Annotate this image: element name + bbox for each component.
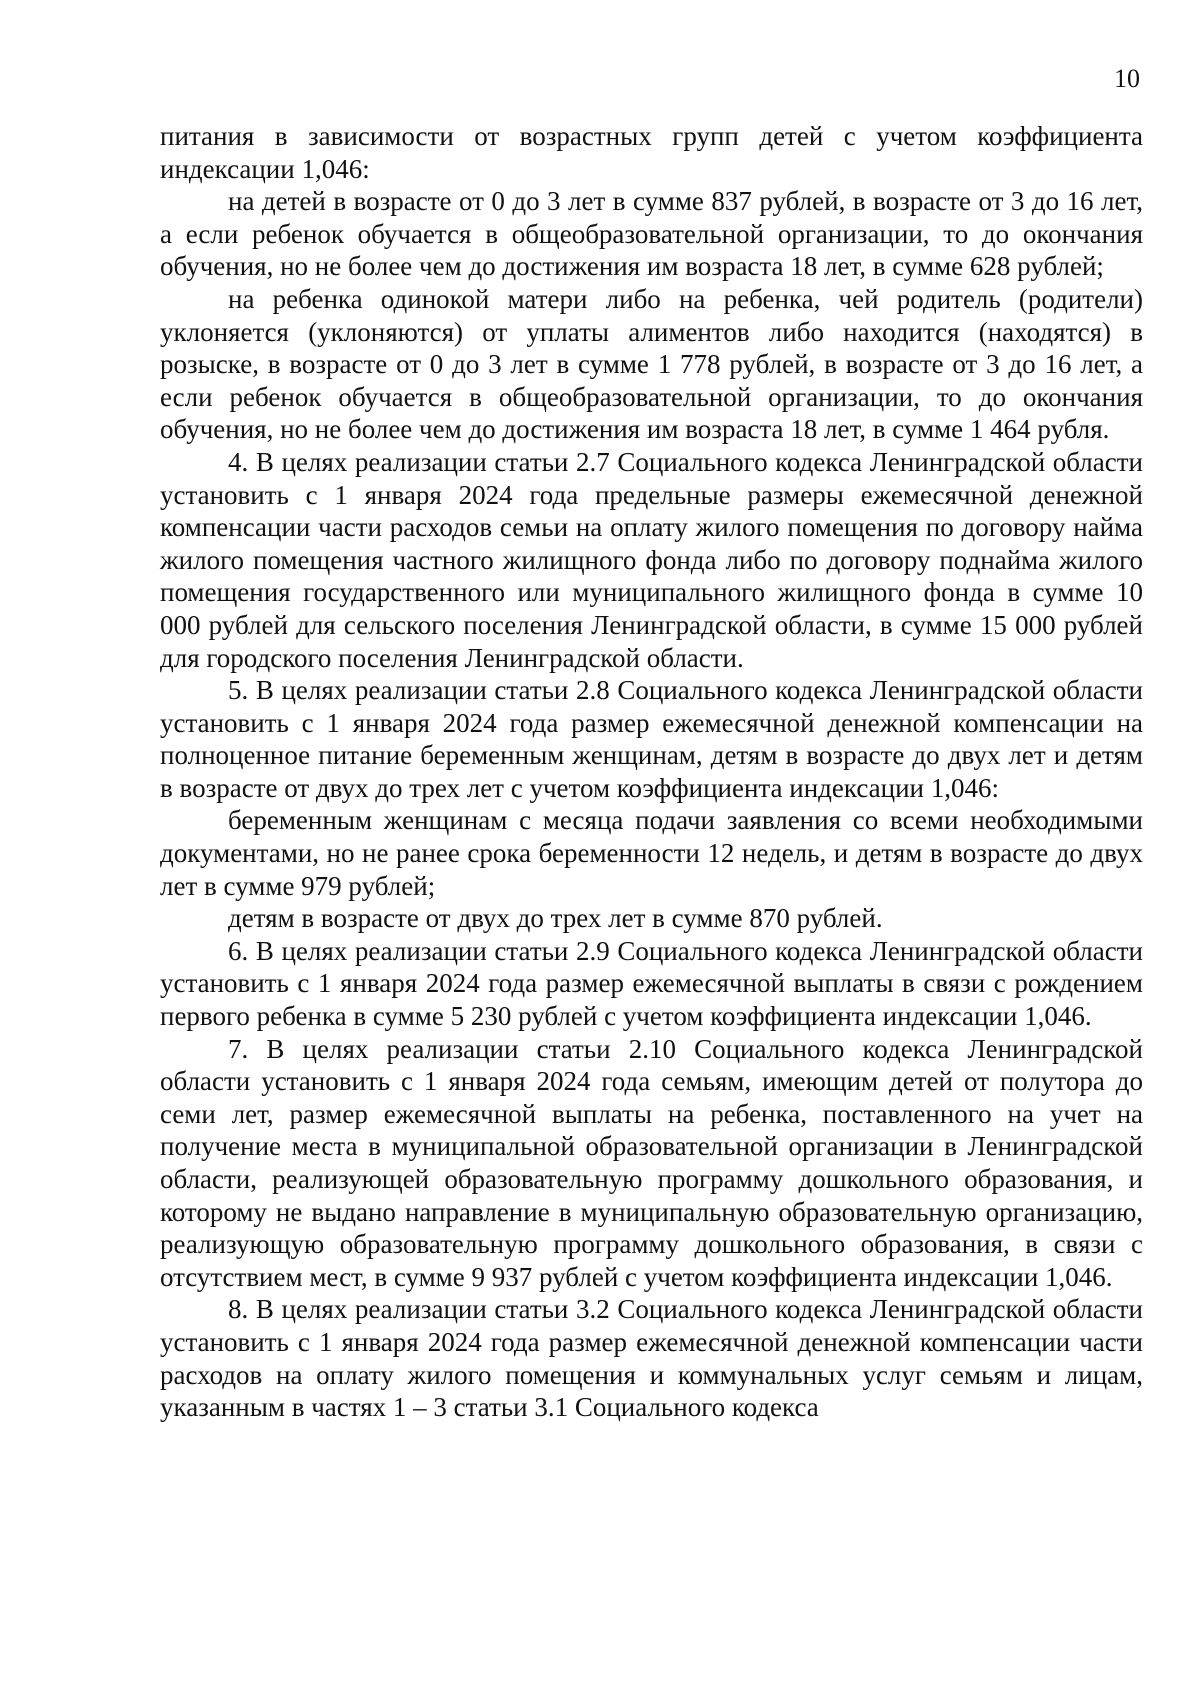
paragraph-item-5: 5. В целях реализации статьи 2.8 Социального кодекса Ленинградской области установить с 1 января 2024 года размер ежемесячной денежной компенсации на полноценное питание беременным женщинам, детям в возрасте до двух лет и детям в возрасте от двух до трех лет с учетом коэффициента индексации 1,046: xyxy=(160,675,1143,803)
paragraph-continuation: питания в зависимости от возрастных групп детей с учетом коэффициента индексации 1,046: xyxy=(160,121,1143,184)
paragraph-item-6: 6. В целях реализации статьи 2.9 Социального кодекса Ленинградской области установить с 1 января 2024 года размер ежемесячной выплаты в связи с рождением первого ребенка в сумме 5 230 рублей с учетом коэффициента индексации 1,046. xyxy=(160,935,1143,1032)
document-body xyxy=(160,120,1143,1424)
paragraph-pregnant-women-rate: беременным женщинам с месяца подачи заявления со всеми необходимыми документами, но не ранее срока беременности 12 недель, и детям в возрасте до двух лет в сумме 979 рублей; xyxy=(160,805,1143,901)
paragraph-single-mother-rate: на ребенка одинокой матери либо на ребенка, чей родитель (родители) уклоняется (уклоняются) от уплаты алиментов либо находится (находятся) в розыске, в возрасте от 0 до 3 лет в сумме 1 778 рублей, в возрасте от 3 до 16 лет, а если ребенок обучается в общеобразовательной организации, то до окончания обучения, но не более чем до достижения им возраста 18 лет, в сумме 1 464 рубля. xyxy=(160,283,1143,445)
paragraph-item-4: 4. В целях реализации статьи 2.7 Социального кодекса Ленинградской области установить с 1 января 2024 года предельные размеры ежемесячной денежной компенсации части расходов семьи на оплату жилого помещения по договору найма жилого помещения частного жилищного фонда либо по договору поднайма жилого помещения государственного или муниципального жилищного фонда в сумме 10 000 рублей для сельского поселения Ленинградской области, в сумме 15 000 рублей для городского поселения Ленинградской области. xyxy=(160,446,1143,673)
paragraph-item-7: 7. В целях реализации статьи 2.10 Социального кодекса Ленинградской области установить с 1 января 2024 года семьям, имеющим детей от полутора до семи лет, размер ежемесячной выплаты на ребенка, поставленного на учет на получение места в муниципальной образовательной организации в Ленинградской области, реализующей образовательную программу дошкольного образования, и которому не выдано направление в муниципальную образовательную организацию, реализующую образовательную программу дошкольного образования, в связи с отсутствием мест, в сумме 9 937 рублей с учетом коэффициента индексации 1,046. xyxy=(160,1033,1143,1292)
page-number: 10 xyxy=(1114,64,1140,93)
paragraph-item-8: 8. В целях реализации статьи 3.2 Социального кодекса Ленинградской области установить с 1 января 2024 года размер ежемесячной денежной компенсации части расходов на оплату жилого помещения и коммунальных услуг семьям и лицам, указанным в частях 1 – 3 статьи 3.1 Социального кодекса xyxy=(160,1294,1143,1423)
paragraph-children-rate: на детей в возрасте от 0 до 3 лет в сумме 837 рублей, в возрасте от 3 до 16 лет, а если ребенок обучается в общеобразовательной организации, то до окончания обучения, но не более чем до достижения им возраста 18 лет, в сумме 628 рублей; xyxy=(160,186,1143,282)
paragraph-toddlers-rate: детям в возрасте от двух до трех лет в сумме 870 рублей. xyxy=(228,903,883,934)
